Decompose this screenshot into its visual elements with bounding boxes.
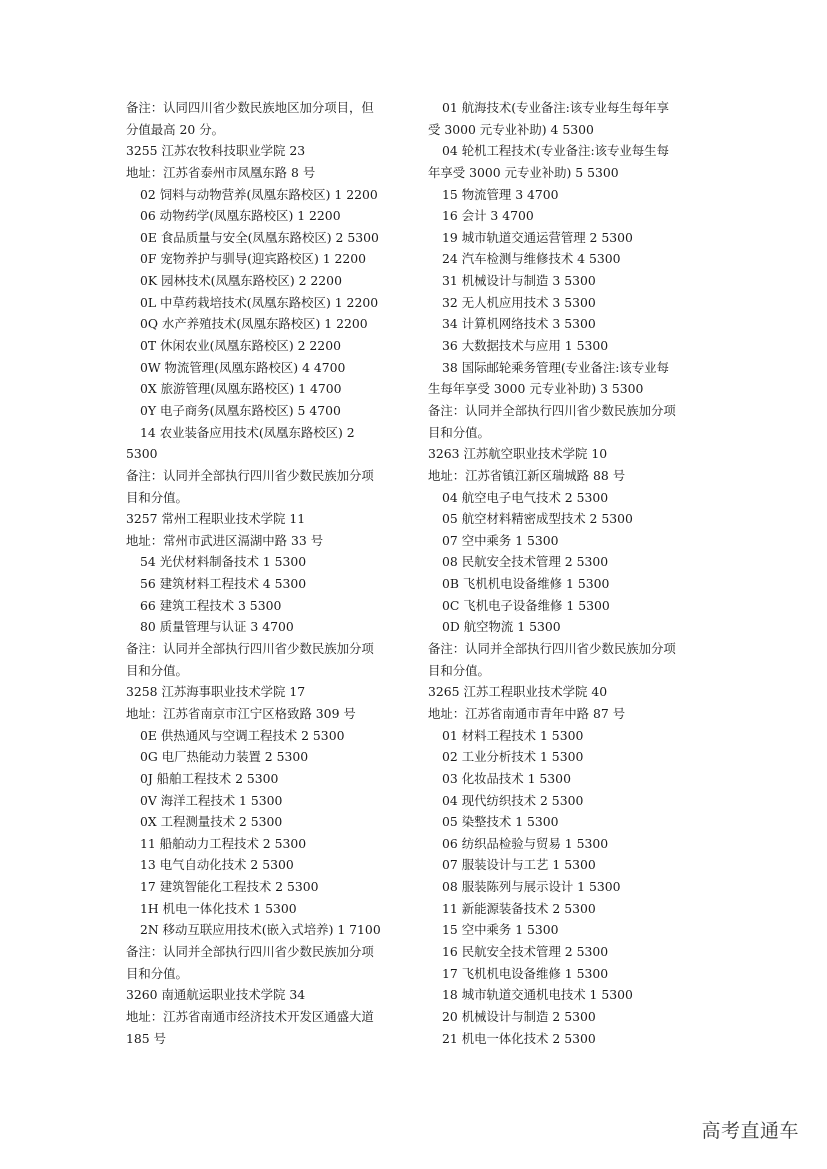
text-line: 3263 江苏航空职业技术学院 10 [428,446,608,462]
text-line: 07 空中乘务 1 5300 [442,532,559,548]
text-line: 地址：江苏省南通市经济技术开发区通盛大道 [126,1008,374,1024]
text-line: 20 机械设计与制造 2 5300 [442,1008,596,1024]
text-line: 目和分值。 [428,662,490,678]
text-line: 地址：江苏省泰州市凤凰东路 8 号 [126,164,316,180]
text-line: 3255 江苏农牧科技职业学院 23 [126,143,306,159]
text-line: 0Y 电子商务(凤凰东路校区) 5 4700 [140,402,341,418]
text-line: 5300 [126,446,158,462]
text-line: 0G 电厂热能动力装置 2 5300 [140,749,309,765]
text-line: 0C 飞机电子设备维修 1 5300 [442,597,610,613]
text-line: 11 新能源装备技术 2 5300 [442,900,596,916]
right-column [428,97,710,1049]
text-line: 56 建筑材料工程技术 4 5300 [140,576,307,592]
text-line: 06 动物药学(凤凰东路校区) 1 2200 [140,208,341,224]
watermark-logo: 高考直通车 [701,1120,799,1142]
text-line: 3265 江苏工程职业技术学院 40 [428,684,608,700]
text-line: 年享受 3000 元专业补助) 5 5300 [428,164,619,180]
text-line: 生每年享受 3000 元专业补助) 3 5300 [428,381,644,397]
text-line: 备注：认同并全部执行四川省少数民族加分项 [126,467,374,483]
text-line: 15 空中乘务 1 5300 [442,922,559,938]
text-line: 地址：江苏省南京市江宁区格致路 309 号 [126,705,356,721]
text-line: 备注：认同四川省少数民族地区加分项目，但 [126,100,374,115]
text-line: 受 3000 元专业补助) 4 5300 [428,121,594,137]
text-line: 08 服装陈列与展示设计 1 5300 [442,879,621,895]
text-line: 3257 常州工程职业技术学院 11 [126,511,306,527]
text-line: 18 城市轨道交通机电技术 1 5300 [442,987,633,1003]
text-line: 05 染整技术 1 5300 [442,814,559,830]
text-line: 0X 旅游管理(凤凰东路校区) 1 4700 [140,381,342,397]
text-line: 0F 宠物养护与驯导(迎宾路校区) 1 2200 [140,251,367,267]
text-line: 06 纺织品检验与贸易 1 5300 [442,835,609,851]
text-line: 19 城市轨道交通运营管理 2 5300 [442,229,633,245]
text-line: 01 航海技术(专业备注:该专业每生每年享 [442,100,669,115]
text-line: 04 现代纺织技术 2 5300 [442,792,584,808]
text-line: 24 汽车检测与维修技术 4 5300 [442,251,621,267]
text-line: 目和分值。 [126,965,188,981]
text-line: 17 建筑智能化工程技术 2 5300 [140,879,319,895]
text-line: 08 民航安全技术管理 2 5300 [442,554,609,570]
text-line: 02 饲料与动物营养(凤凰东路校区) 1 2200 [140,186,378,202]
text-line: 0W 物流管理(凤凰东路校区) 4 4700 [140,359,346,375]
text-line: 2N 移动互联应用技术(嵌入式培养) 1 7100 [140,922,381,938]
text-line: 0J 船舶工程技术 2 5300 [140,770,279,786]
text-line: 0E 供热通风与空调工程技术 2 5300 [140,727,345,743]
text-line: 80 质量管理与认证 3 4700 [140,619,294,635]
text-line: 3260 南通航运职业技术学院 34 [126,987,306,1003]
text-line: 31 机械设计与制造 3 5300 [442,273,596,289]
text-line: 05 航空材料精密成型技术 2 5300 [442,511,633,527]
text-line: 54 光伏材料制备技术 1 5300 [140,554,307,570]
text-line: 21 机电一体化技术 2 5300 [442,1030,596,1046]
text-line: 目和分值。 [126,489,188,505]
text-line: 04 轮机工程技术(专业备注:该专业每生每 [442,143,669,159]
text-line: 0E 食品质量与安全(凤凰东路校区) 2 5300 [140,229,379,245]
text-line: 0B 飞机机电设备维修 1 5300 [442,576,610,592]
text-line: 0D 航空物流 1 5300 [442,619,561,635]
text-line: 1H 机电一体化技术 1 5300 [140,900,297,916]
text-line: 03 化妆品技术 1 5300 [442,770,571,786]
text-line: 0Q 水产养殖技术(凤凰东路校区) 1 2200 [140,316,368,332]
text-line: 34 计算机网络技术 3 5300 [442,316,596,332]
text-line: 目和分值。 [126,662,188,678]
text-line: 02 工业分析技术 1 5300 [442,749,584,765]
text-line: 13 电气自动化技术 2 5300 [140,857,294,873]
text-line: 185 号 [126,1030,166,1046]
text-line: 11 船舶动力工程技术 2 5300 [140,835,307,851]
text-line: 15 物流管理 3 4700 [442,186,559,202]
text-line: 07 服装设计与工艺 1 5300 [442,857,596,873]
text-line: 38 国际邮轮乘务管理(专业备注:该专业每 [442,359,669,375]
text-line: 地址：常州市武进区滆湖中路 33 号 [126,532,324,548]
text-line: 0X 工程测量技术 2 5300 [140,814,283,830]
text-line: 66 建筑工程技术 3 5300 [140,597,282,613]
text-line: 16 民航安全技术管理 2 5300 [442,943,609,959]
text-line: 3258 江苏海事职业技术学院 17 [126,684,306,700]
text-line: 14 农业装备应用技术(凤凰东路校区) 2 [140,424,355,440]
text-line: 备注：认同并全部执行四川省少数民族加分项 [126,641,374,657]
text-line: 01 材料工程技术 1 5300 [442,727,584,743]
text-line: 目和分值。 [428,424,490,440]
text-line: 0V 海洋工程技术 1 5300 [140,792,283,808]
text-line: 备注：认同并全部执行四川省少数民族加分项 [126,943,374,959]
text-line: 0L 中草药栽培技术(凤凰东路校区) 1 2200 [140,294,379,310]
text-line: 备注：认同并全部执行四川省少数民族加分项 [428,641,676,657]
left-column [126,97,406,1049]
text-line: 17 飞机机电设备维修 1 5300 [442,965,609,981]
text-line: 32 无人机应用技术 3 5300 [442,294,596,310]
text-line: 16 会计 3 4700 [442,208,534,224]
text-line: 0T 休闲农业(凤凰东路校区) 2 2200 [140,338,341,354]
text-line: 地址：江苏省南通市青年中路 87 号 [428,705,626,721]
text-line: 36 大数据技术与应用 1 5300 [442,338,609,354]
text-line: 分值最高 20 分。 [126,121,224,137]
text-line: 地址：江苏省镇江新区瑞城路 88 号 [428,467,626,483]
text-line: 0K 园林技术(凤凰东路校区) 2 2200 [140,273,342,289]
text-line: 备注：认同并全部执行四川省少数民族加分项 [428,402,676,418]
text-line: 04 航空电子电气技术 2 5300 [442,489,609,505]
